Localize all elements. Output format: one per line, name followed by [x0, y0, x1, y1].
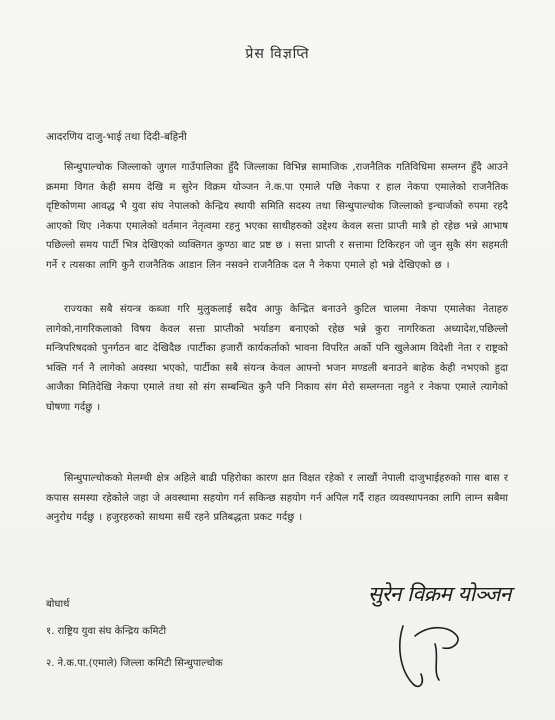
- cc-label: बोधार्थ: [46, 599, 70, 610]
- paragraph-2: राज्यका सबै संयन्त्र कब्जा गरि मुलुकलाई सदैव आफु केन्द्रित बनाउने कुटिल चालमा नेकपा एमालेका नेताहरु लागेको,नागरिकलाको विषय केवल सत्ता प्राप्तीको भर्याङग बनाएको रहेछ भन्ने कुरा नागरिकता अध्यादेश,पछिल्लो मन्त्रिपरिषदको पुनर्गठन बाट देखिदैछ ।पार्टीका हजारौं कार्यकर्ताको भावना विपरित अर्को पनि खुलेआम विदेशी नेता र राष्ट्रको भक्ति गर्न नै लागेको अवस्था भएको, पार्टीका सबै संयन्त्र केवल आफ्नो भजन मण्डली बनाउने बाहेक केही नभएको हुदा आजैका मितिदेखि नेकपा एमाले तथा सो संग सम्बन्धित कुनै पनि निकाय संग मेरो सम्लग्नता नहुने र नेकपा एमाले त्यागेको घोषणा गर्दछु ।: [46, 304, 508, 413]
- document-title: प्रेस विज्ञप्ति: [245, 46, 310, 62]
- cc-item: २. ने.क.पा.(एमाले) जिल्ला कमिटी सिन्धुपाल्चोक: [46, 658, 223, 669]
- paragraph-3: सिन्धुपाल्चोकको मेलम्ची क्षेत्र अहिले बाढी पहिरोका कारण क्षत विक्षत रहेको र लाखौं नेपाली दाजुभाईहरुको गास बास र कपास समस्या रहेकोले जहा जे अवस्थामा सहयोग गर्न सकिन्छ सहयोग गर्न अपिल गर्दै राहत व्यवस्थापनका लागि लाग्न सबैमा अनुरोध गर्दछु । हजुरहरुको साथमा सधैं रहने प्रतिबद्धता प्रकट गर्दछु ।: [46, 473, 508, 524]
- cc-list: [46, 623, 223, 687]
- paragraph-1: सिन्धुपाल्चोक जिल्लाको जुगल गाउँपालिका हुँदै जिल्लाका विभिन्न सामाजिक ,राजनैतिक गतिविधिमा सम्लग्न हुँदै आउने क्रममा विगत केही समय देखि म सुरेन विक्रम योञ्जन ने.क.पा एमाले पछि नेकपा र हाल नेकपा एमालेको राजनैतिक दृष्टिकोणमा आवद्ध भै युवा संघ नेपालको केन्द्रिय स्थायी समिति सदस्य तथा सिन्धुपाल्चोक जिल्लाको इन्चार्जको रुपमा रहदै आएको थिए ।नेकपा एमालेको वर्तमान नेतृत्वमा रहनु भएका साथीहरुको उद्देश्य केवल सत्ता प्राप्ती मात्रै हो रहेछ भन्ने आभाष पछिल्लो समय पार्टी भित्र देखिएको व्यक्तिगत कुण्ठा बाट प्रष्ट छ । सत्ता प्राप्ती र सत्तामा टिकिरहन जो जुन सुकै संग सहमती गर्ने र त्यसका लागि कुनै राजनैतिक आडान लिन नसक्ने राजनैतिक दल नै नेकपा एमाले हो भन्ने देखिएको छ ।: [46, 162, 508, 271]
- cc-item: १. राष्ट्रिय युवा संघ केन्द्रिय कमिटी: [46, 626, 167, 637]
- signature-scribble: [395, 614, 475, 694]
- salutation: आदरणिय दाजु-भाई तथा दिदी-बहिनी: [46, 131, 187, 143]
- signature-name: सुरेन विक्रम योञ्जन: [368, 582, 511, 606]
